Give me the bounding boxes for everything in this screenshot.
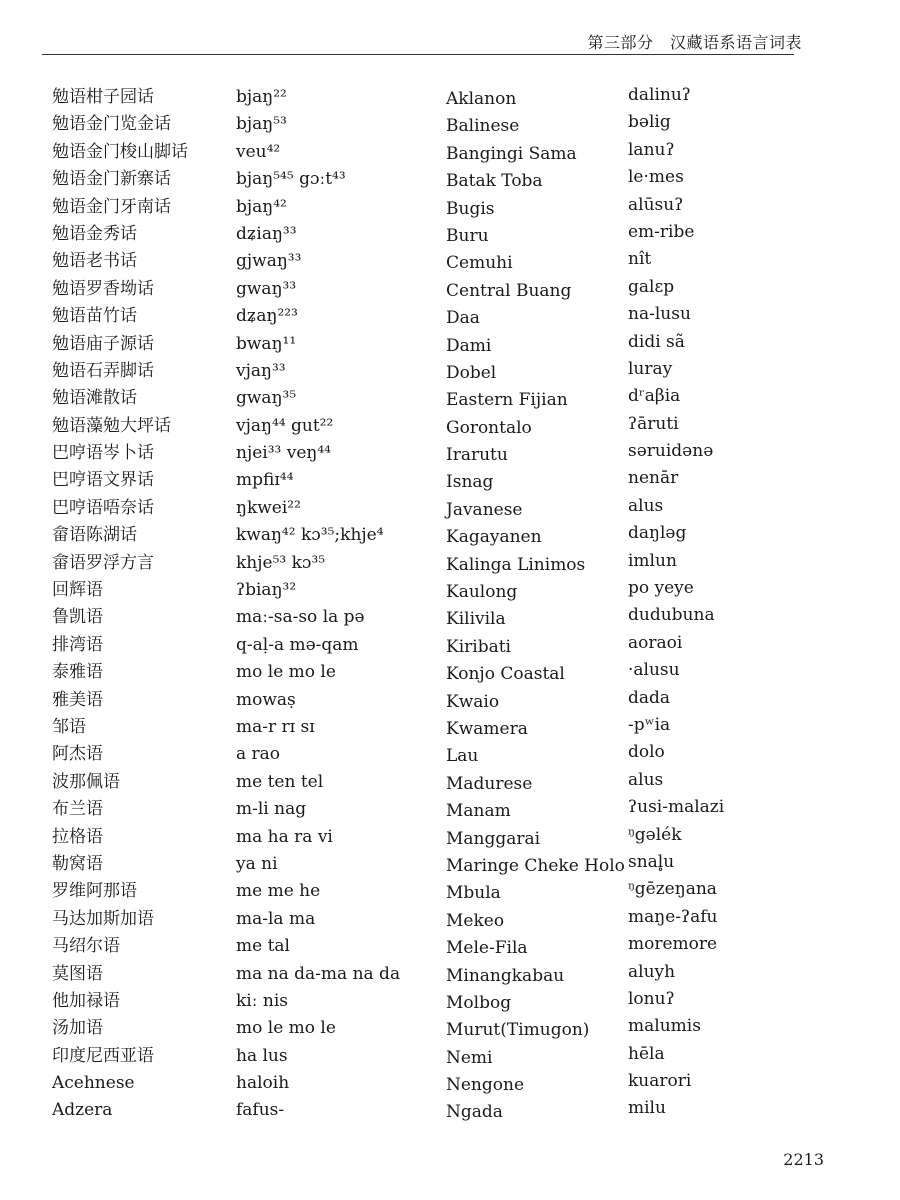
language-name: Buru: [446, 225, 489, 246]
language-name: Kwaio: [446, 691, 500, 712]
word-form: njei³³ veŋ⁴⁴: [236, 443, 331, 464]
word-form: bjaŋ²²: [236, 87, 287, 107]
word-form: ya ni: [236, 853, 278, 874]
word-form: ʔbiaŋ³²: [236, 580, 297, 601]
language-name: Mele-Fila: [446, 938, 528, 959]
language-name: 波那佩语: [52, 771, 120, 792]
language-name: Cemuhi: [446, 253, 513, 274]
language-name: 勒窝语: [52, 853, 103, 874]
language-name: Balinese: [446, 116, 520, 137]
word-form: gjwaŋ³³: [236, 251, 302, 272]
word-form: luray: [628, 358, 673, 379]
language-name: Kiribati: [446, 636, 511, 657]
language-name: Central Buang: [446, 280, 572, 301]
language-name: 勉语柑子园话: [52, 87, 154, 107]
word-form: ·alusu: [628, 660, 680, 681]
word-form: maː-sa-so la pə: [236, 607, 365, 628]
word-form: daŋləg: [628, 523, 687, 544]
word-form: ᵑgəlék: [628, 824, 682, 845]
language-name: 拉格语: [52, 826, 103, 847]
word-form: didi sã: [628, 331, 685, 352]
language-name: Manam: [446, 801, 511, 822]
word-form: mo le mo le: [236, 662, 336, 683]
word-form: kiː nis: [236, 990, 288, 1011]
word-form: dalinuʔ: [628, 85, 691, 105]
word-form: le·mes: [628, 167, 684, 188]
word-form: ma-r rɪ sɪ: [236, 716, 315, 737]
language-name: 罗维阿那语: [52, 881, 137, 902]
word-form: vjaŋ³³: [236, 360, 286, 381]
word-form: na-lusu: [628, 304, 691, 325]
language-name: Ngada: [446, 1102, 503, 1123]
word-form: dudubuna: [628, 605, 715, 626]
language-name: 勉语藻勉大坪话: [52, 415, 171, 436]
word-form: gwaŋ³³: [236, 278, 297, 299]
language-name: Murut(Timugon): [446, 1020, 590, 1041]
language-name: Dobel: [446, 362, 497, 383]
language-name: 勉语滩散话: [52, 388, 137, 409]
language-name: 巴哼语岑卜话: [52, 443, 154, 464]
word-form: alus: [628, 769, 664, 790]
language-name: Kalinga Linimos: [446, 554, 586, 575]
language-name: 雅美语: [52, 689, 103, 710]
language-name: 鲁凯语: [52, 607, 103, 628]
running-header: 第三部分 汉藏语系语言词表: [587, 33, 802, 52]
language-name: Konjo Coastal: [446, 664, 565, 685]
word-form: bəlig: [628, 112, 671, 133]
word-form: ma na da-ma na da: [236, 963, 401, 984]
word-form: kwaŋ⁴² kɔ³⁵;khje⁴: [236, 525, 384, 546]
language-name: 巴哼语唔奈话: [52, 497, 154, 518]
language-name: Kaulong: [446, 582, 518, 603]
word-form: ma ha ra vi: [236, 826, 333, 847]
language-name: 回辉语: [52, 580, 103, 601]
word-form: mowaṣ: [236, 689, 296, 710]
word-form: maŋe-ʔafu: [628, 906, 718, 927]
word-form: dʳaβia: [628, 386, 681, 407]
language-name: Acehnese: [52, 1073, 135, 1094]
language-name: Maringe Cheke Holo: [446, 855, 625, 876]
word-form: imlun: [628, 550, 677, 571]
word-form: me tal: [236, 936, 290, 957]
word-form: a rao: [236, 744, 281, 765]
word-form: gwaŋ³⁵: [236, 388, 297, 409]
word-form: səruidənə: [628, 441, 714, 462]
language-name: 勉语金秀话: [52, 223, 137, 244]
word-form: mpfiɪ⁴⁴: [236, 470, 294, 491]
word-form: dada: [628, 687, 671, 708]
language-name: Madurese: [446, 773, 533, 794]
word-form: ʔusi-malazi: [628, 797, 725, 818]
language-name: 布兰语: [52, 799, 103, 820]
word-form: ha lus: [236, 1045, 288, 1066]
page-number: 2213: [783, 1150, 824, 1169]
language-name: Adzera: [52, 1100, 113, 1121]
language-name: Molbog: [446, 992, 512, 1013]
word-form: aoraoi: [628, 632, 683, 653]
language-name: Kagayanen: [446, 527, 542, 548]
language-name: 印度尼西亚语: [52, 1045, 154, 1066]
word-form: galɛp: [628, 276, 675, 297]
language-name: Batak Toba: [446, 171, 543, 192]
header-rule: [42, 54, 794, 55]
word-form: mo le mo le: [236, 1018, 336, 1039]
word-form: bwaŋ¹¹: [236, 333, 297, 354]
language-name: 泰雅语: [52, 662, 103, 683]
word-form: vjaŋ⁴⁴ gut²²: [236, 415, 334, 436]
language-name: 畲语陈湖话: [52, 525, 137, 546]
language-name: 勉语庙子源话: [52, 333, 154, 354]
word-form: veu⁴²: [236, 141, 281, 162]
language-name: 勉语罗香坳话: [52, 278, 154, 299]
right-word-column: [628, 82, 724, 1123]
language-name: Mekeo: [446, 910, 505, 931]
word-form: kuarori: [628, 1071, 692, 1092]
language-name: Lau: [446, 746, 479, 767]
word-form: bjaŋ⁴²: [236, 196, 287, 217]
language-name: Dami: [446, 335, 492, 356]
word-form: nenār: [628, 468, 679, 489]
language-name: 勉语金门览金话: [52, 114, 171, 135]
word-form: ŋkwei²²: [236, 497, 301, 518]
language-name: 巴哼语文界话: [52, 470, 154, 491]
language-name: Kwamera: [446, 718, 528, 739]
language-name: Nemi: [446, 1047, 493, 1068]
language-name: 畲语罗浮方言: [52, 552, 154, 573]
word-form: alus: [628, 495, 664, 516]
word-form: m-li nag: [236, 799, 307, 820]
language-name: Eastern Fijian: [446, 390, 568, 411]
word-form: dʑiaŋ³³: [236, 223, 297, 244]
word-form: ma-la ma: [236, 908, 316, 929]
language-name: Daa: [446, 308, 480, 329]
language-name: Nengone: [446, 1075, 525, 1096]
language-name: Bangingi Sama: [446, 143, 577, 164]
word-form: haloih: [236, 1073, 290, 1094]
word-form: alūsuʔ: [628, 194, 684, 215]
word-form: snal̥u: [628, 851, 675, 872]
language-name: Kilivila: [446, 609, 506, 630]
word-form: bjaŋ⁵³: [236, 114, 287, 135]
word-form: q-aḷ-a mə-qam: [236, 634, 359, 655]
right-language-column: [446, 86, 625, 1127]
word-form: po yeye: [628, 578, 694, 599]
left-language-column: [52, 84, 188, 1125]
word-form: malumis: [628, 1016, 701, 1037]
word-form: fafus-: [236, 1100, 285, 1121]
language-name: 勉语金门梭山脚话: [52, 141, 188, 162]
language-name: 勉语苗竹话: [52, 306, 137, 327]
word-form: em-ribe: [628, 221, 695, 242]
language-name: 马绍尔语: [52, 936, 120, 957]
word-form: dolo: [628, 742, 665, 763]
language-name: 勉语老书话: [52, 251, 137, 272]
language-name: Javanese: [446, 499, 523, 520]
word-form: -pʷia: [628, 714, 671, 735]
left-word-column: [236, 84, 400, 1125]
language-name: Aklanon: [446, 89, 517, 109]
language-name: 邹语: [52, 716, 86, 737]
language-name: Gorontalo: [446, 417, 532, 438]
language-name: Minangkabau: [446, 965, 565, 986]
word-form: milu: [628, 1098, 666, 1119]
word-form: lonuʔ: [628, 988, 675, 1009]
word-form: hēla: [628, 1043, 665, 1064]
language-name: 马达加斯加语: [52, 908, 154, 929]
word-form: dʑaŋ²²³: [236, 306, 298, 327]
word-form: me me he: [236, 881, 321, 902]
language-name: 阿杰语: [52, 744, 103, 765]
language-name: 排湾语: [52, 634, 103, 655]
language-name: Manggarai: [446, 828, 541, 849]
language-name: 勉语金门新寨话: [52, 169, 171, 190]
word-form: moremore: [628, 934, 718, 955]
word-form: ᵑgēzeŋana: [628, 879, 717, 900]
language-name: Bugis: [446, 198, 495, 219]
word-form: bjaŋ⁵⁴⁵ gɔːt⁴³: [236, 169, 346, 190]
language-name: Mbula: [446, 883, 501, 904]
word-form: me ten tel: [236, 771, 324, 792]
language-name: 莫图语: [52, 963, 103, 984]
language-name: 他加禄语: [52, 990, 120, 1011]
word-form: aluyh: [628, 961, 676, 982]
language-name: 勉语石弄脚话: [52, 360, 154, 381]
language-name: 勉语金门牙南话: [52, 196, 171, 217]
language-name: Isnag: [446, 472, 494, 493]
word-form: nît: [628, 249, 652, 270]
language-name: Irarutu: [446, 445, 508, 466]
word-form: ʔāruti: [628, 413, 679, 434]
word-form: khje⁵³ kɔ³⁵: [236, 552, 326, 573]
language-name: 汤加语: [52, 1018, 103, 1039]
word-form: lanuʔ: [628, 139, 675, 160]
